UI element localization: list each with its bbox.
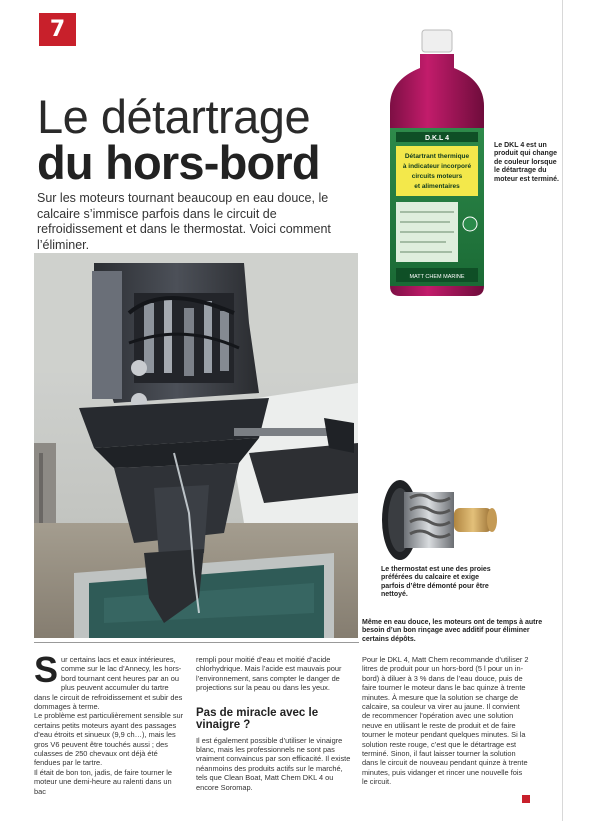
page-number-badge: 7: [39, 13, 76, 46]
page-edge-line: [562, 0, 563, 821]
col2-paragraph-2: Il est également possible d’utiliser le vinaigre blanc, mais les professionnels ne sont pas vraiment convaincus par son efficacité. Il existe néanmoins des produits actifs sur le marché, tels que Clean Boat, Matt Chem DKL 4 ou encore Soromap.: [196, 735, 351, 792]
svg-text:circuits moteurs: circuits moteurs: [411, 173, 463, 180]
article-column-1: [34, 649, 184, 796]
drop-cap-letter: S: [34, 649, 59, 690]
article-end-marker: [522, 795, 530, 803]
caption-thermostat: Le thermostat est une des proies préférées du calcaire et exige parfois d’être démonté pour être nettoyé.: [381, 566, 491, 599]
article-column-3: [362, 655, 530, 787]
outboard-motor-photo: [34, 253, 358, 638]
caption-rinse: Même en eau douce, les moteurs ont de temps à autre besoin d’un bon rinçage avec additif pour éliminer certains dépôts.: [362, 619, 543, 643]
caption-bottle: Le DKL 4 est un produit qui change de couleur lorsque le détartrage du moteur est terminé.: [494, 142, 559, 183]
bottle-headline-text: Détartrant thermique: [404, 153, 470, 160]
bottle-brand-text: D.K.L 4: [425, 135, 449, 142]
svg-text:à indicateur incorporé: à indicateur incorporé: [402, 163, 472, 170]
thermostat-photo: [360, 470, 510, 570]
article-column-2: [196, 655, 351, 792]
col2-subheading: Pas de miracle avec le vinaigre ?: [196, 706, 319, 732]
photo-rule-divider: [34, 642, 359, 643]
title-line-2: du hors-bord: [37, 136, 320, 189]
col1-paragraph-2: Le problème est particulièrement sensible sur certains petits moteurs ayant des passages d’eau étroits et sinueux (9,9 ch…), mais les gros V6 peuvent être touchés aussi ; des culasses de 250 chevaux ont déjà été fendues par le tartre.: [34, 711, 184, 768]
col1-paragraph-3: Il était de bon ton, jadis, de faire tourner le moteur une demi-heure au ralenti dans un bac: [34, 767, 173, 796]
bottle-maker-text: MATT CHEM MARINE: [409, 274, 465, 280]
lead-paragraph: Sur les moteurs tournant beaucoup en eau douce, le calcaire s’immisce parfois dans le circuit de refroidissement et dans le thermostat. Voici comment l’éliminer.: [37, 191, 331, 252]
svg-text:et alimentaires: et alimentaires: [414, 183, 460, 190]
col1-paragraph-1: ur certains lacs et eaux intérieures, comme sur le lac d’Annecy, les hors-bord tournant cent heures par an ou plus peuvent accumuler du tartre dans le circuit de refroidissement et subir des dommages à terme.: [34, 655, 183, 712]
col2-paragraph-1: rempli pour moitié d’eau et moitié d’acide chlorhydrique. Mais l’acide est mauvais pour l’environnement, sans compter le danger de projections sur la peau ou dans les yeux.: [196, 655, 342, 693]
dkl4-bottle-image: [384, 28, 490, 298]
col3-paragraph-1: Pour le DKL 4, Matt Chem recommande d’utiliser 2 litres de produit pour un hors-bord (5 l pour un in-bord) à diluer à 3 % dans de l’eau douce, puis de faire tourner le moteur dans le bac quinze à trente minutes. À mesure que la solution se charge de calcaire, sa couleur va virer au jaune. Il convient de recommencer l’opération avec une solution neuve en utilisant le reste de produit et de faire tourner le moteur pendant quelques minutes. Si la solution reste rouge, c’est que le détartrage est terminé. Sinon, il faut laisser tourner la solution dans le circuit de nouveau pendant quinze à trente minutes, puis vidanger et rincer une nouvelle fois le circuit.: [362, 655, 529, 787]
title-line-1: Le détartrage: [37, 90, 311, 143]
